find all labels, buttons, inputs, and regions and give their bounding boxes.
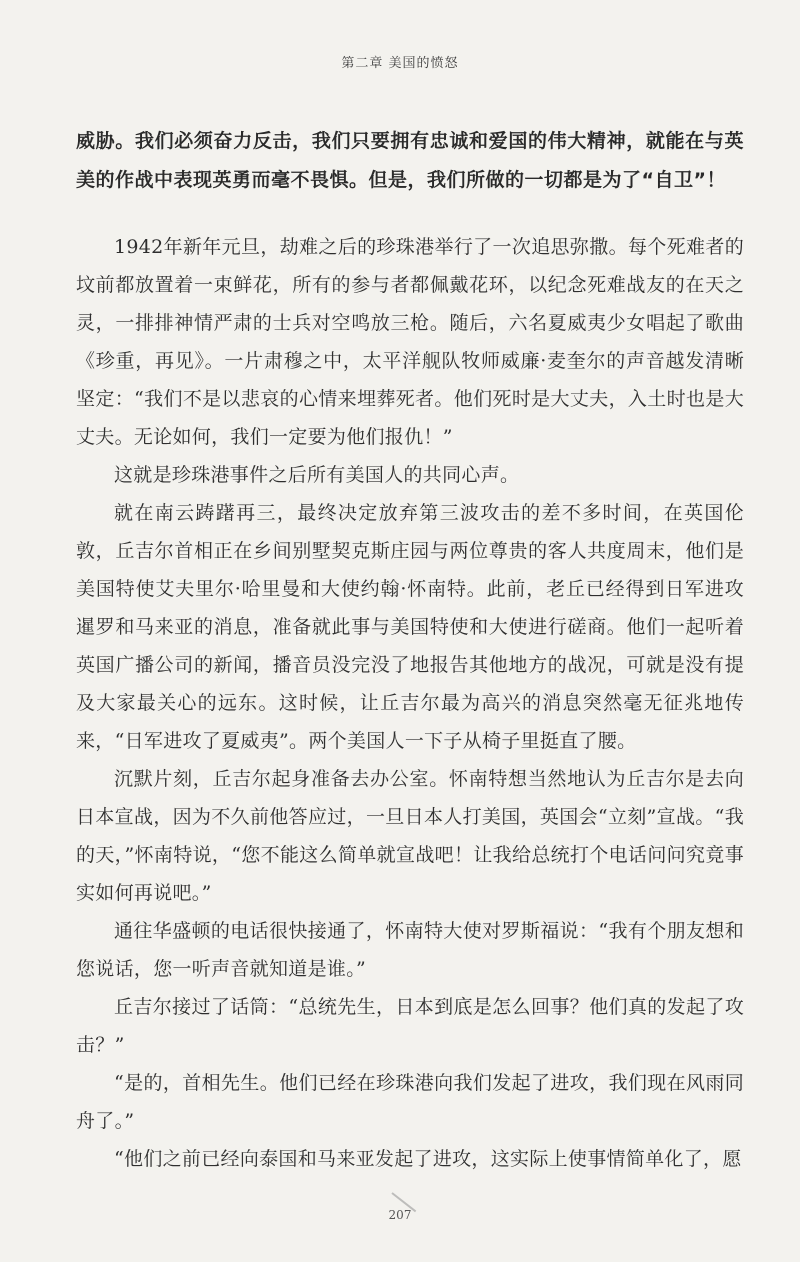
paragraph: “他们之前已经向泰国和马来亚发起了进攻，这实际上使事情简单化了，愿 — [114, 1148, 742, 1170]
quote-text: 威胁。我们必须奋力反击，我们只要拥有忠诚和爱国的伟大精神，就能在与英美的作战中表现英勇而毫不畏惧。但是，我们所做的一切都是为了“自卫”！ — [76, 130, 744, 191]
paragraph: 就在南云踌躇再三，最终决定放弃第三波攻击的差不多时间，在英国伦敦，丘吉尔首相正在乡间别墅契克斯庄园与两位尊贵的客人共度周末，他们是美国特使艾夫里尔·哈里曼和大使约翰·怀南特。此前，老丘已经得到日军进攻暹罗和马来亚的消息，准备就此事与美国特使和大使进行磋商。他们一起听着英国广播公司的新闻，播音员没完没了地报告其他地方的战况，可就是没有提及大家最关心的远东。这时候，让丘吉尔最为高兴的消息突然毫无征兆地传来，“日军进攻了夏威夷”。两个美国人一下子从椅子里挺直了腰。 — [76, 502, 744, 752]
paragraph: “是的，首相先生。他们已经在珍珠港向我们发起了进攻，我们现在风雨同舟了。” — [76, 1072, 744, 1132]
paragraph: 这就是珍珠港事件之后所有美国人的共同心声。 — [114, 464, 520, 486]
running-head: 第二章 美国的愤怒 — [341, 56, 459, 71]
page-number: 207 — [388, 1208, 412, 1222]
paragraph: 1942年新年元旦，劫难之后的珍珠港举行了一次追思弥撒。每个死难者的坟前都放置着一束鲜花，所有的参与者都佩戴花环，以纪念死难战友的在天之灵，一排排神情严肃的士兵对空鸣放三枪。随后，六名夏威夷少女唱起了歌曲《珍重，再见》。一片肃穆之中，太平洋舰队牧师威廉·麦奎尔的声音越发清晰坚定：“我们不是以悲哀的心情来埋葬死者。他们死时是大丈夫，入土时也是大丈夫。无论如何，我们一定要为他们报仇！” — [76, 236, 744, 448]
paragraph: 沉默片刻，丘吉尔起身准备去办公室。怀南特想当然地认为丘吉尔是去向日本宣战，因为不久前他答应过，一旦日本人打美国，英国会“立刻”宣战。“我的天，”怀南特说，“您不能这么简单就宣战吧！让我给总统打个电话问问究竟事实如何再说吧。” — [76, 768, 744, 904]
quote-block — [76, 122, 744, 200]
paragraph: 丘吉尔接过了话筒：“总统先生，日本到底是怎么回事？他们真的发起了攻击？” — [76, 996, 744, 1056]
body-text — [76, 228, 744, 1178]
paragraph: 通往华盛顿的电话很快接通了，怀南特大使对罗斯福说：“我有个朋友想和您说话，您一听声音就知道是谁。” — [76, 920, 744, 980]
